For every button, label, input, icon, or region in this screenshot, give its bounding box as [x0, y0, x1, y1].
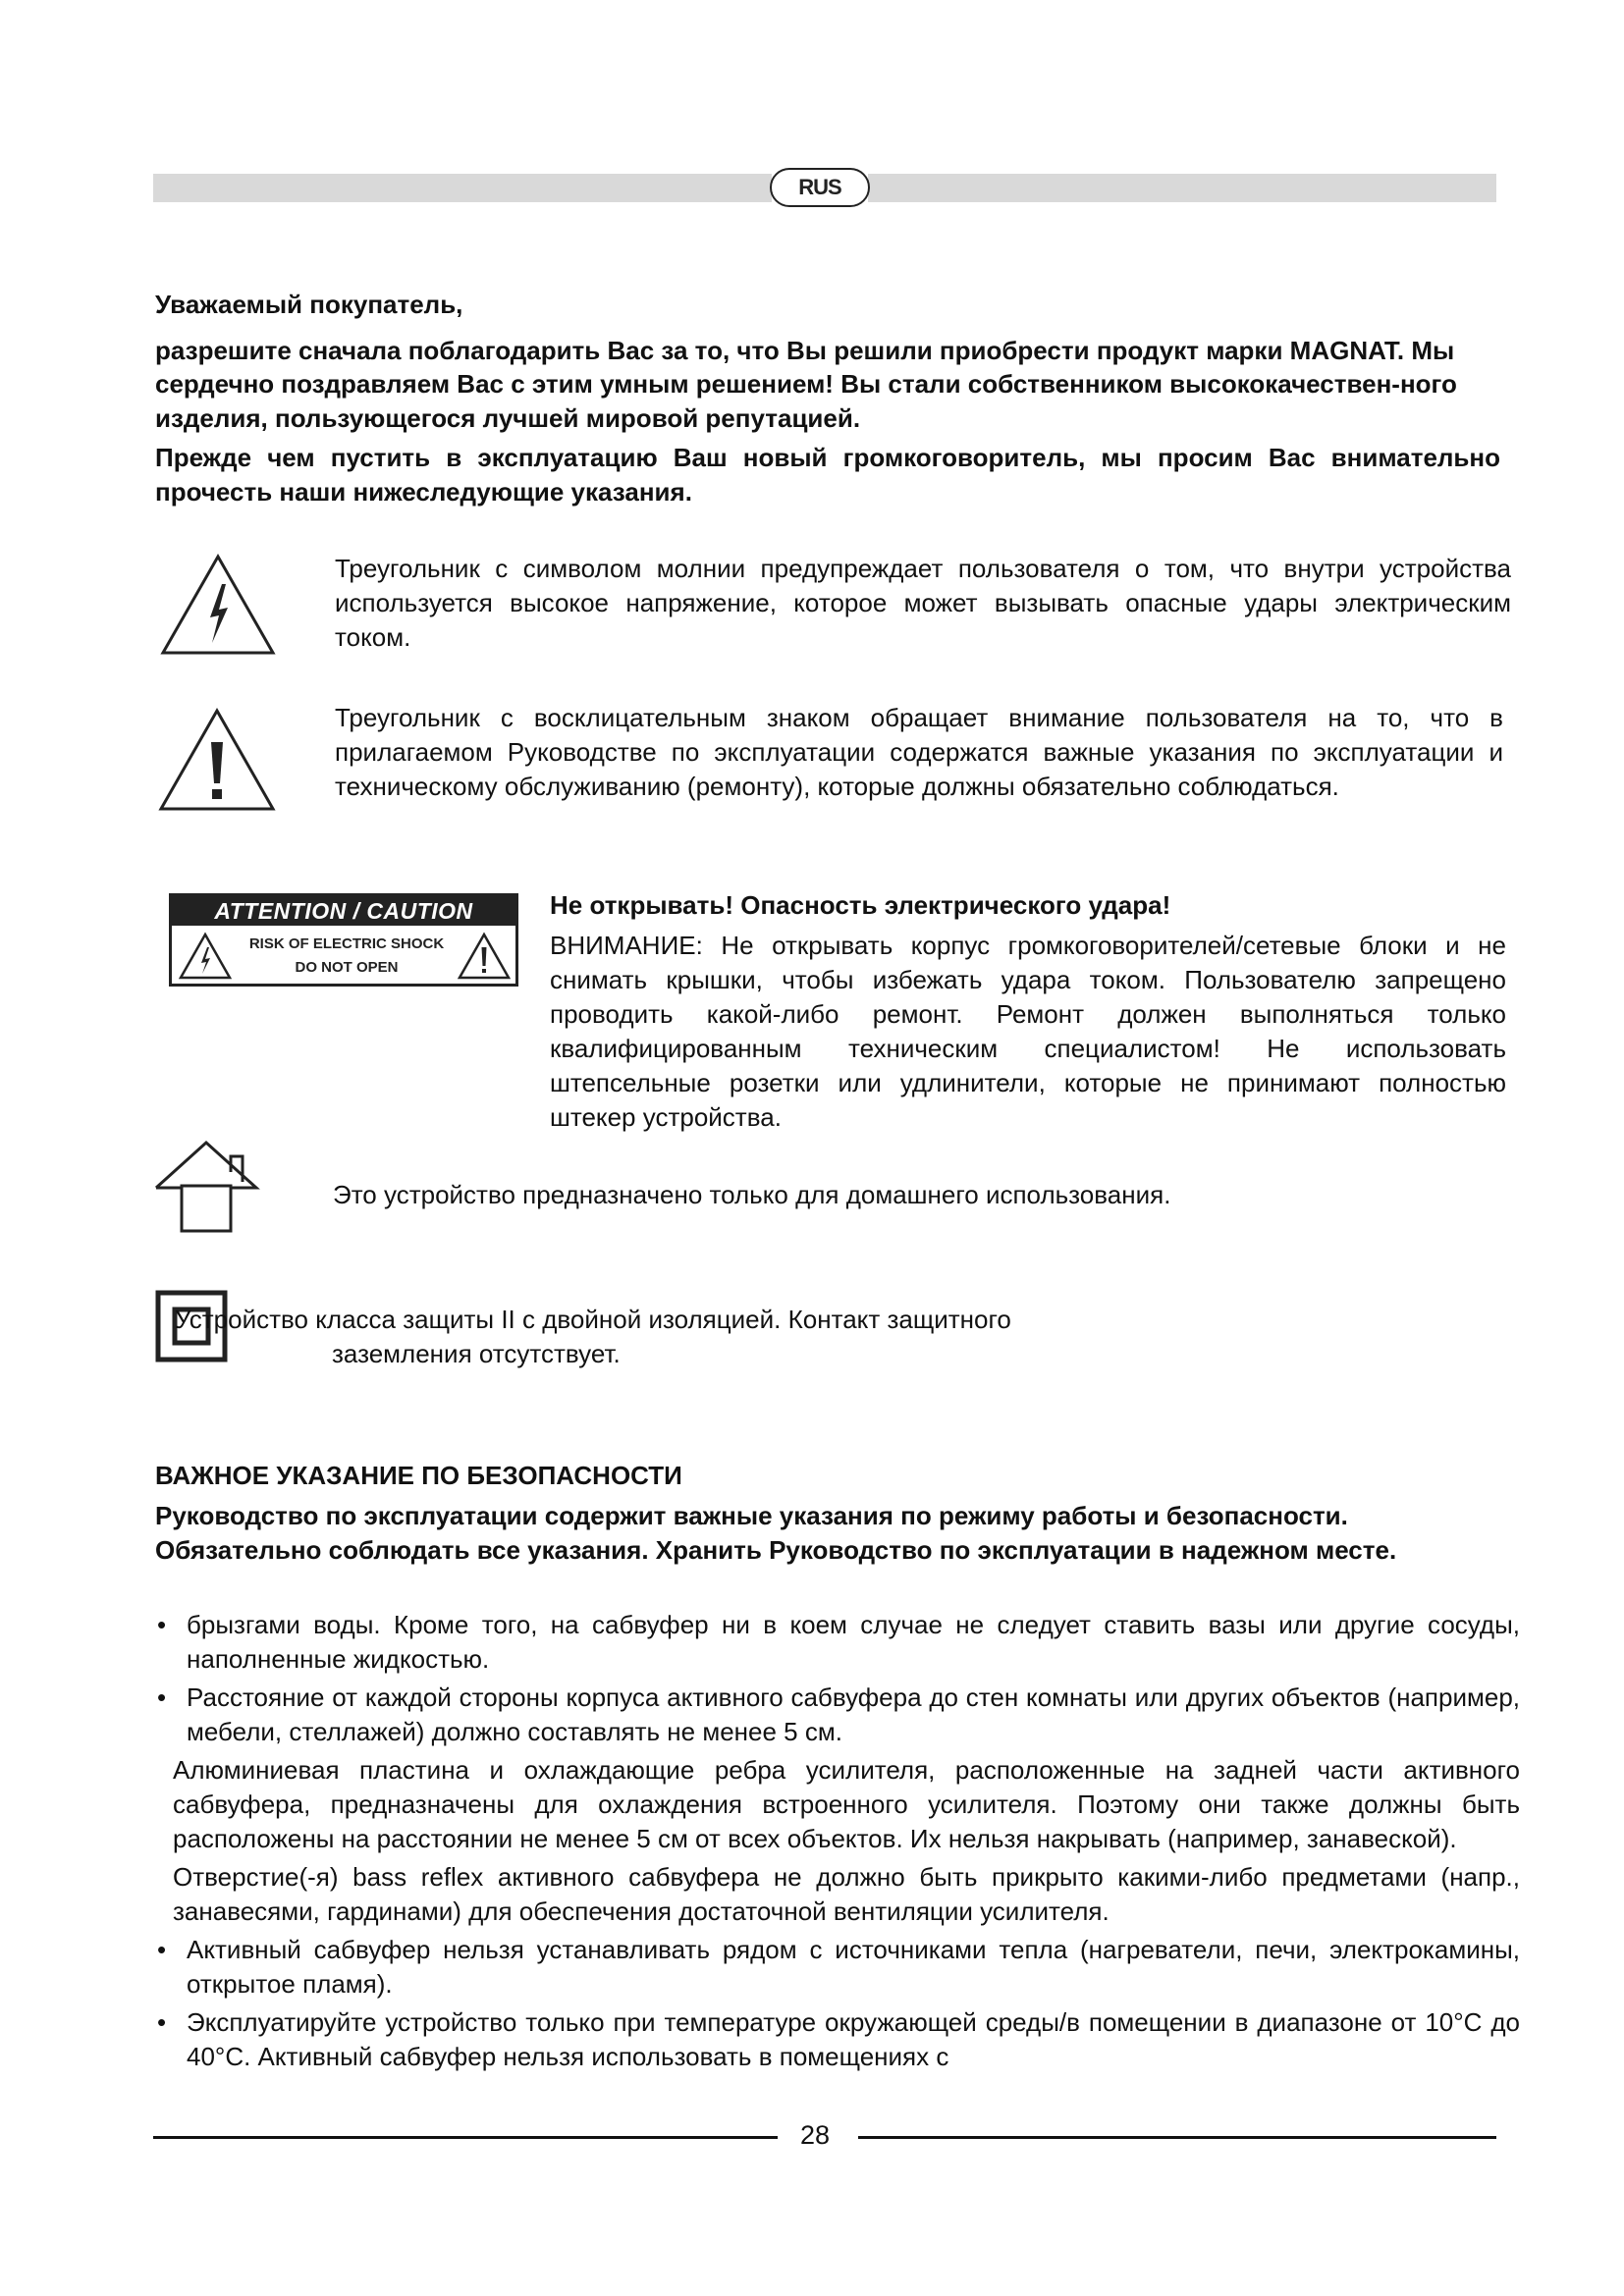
safety-item-4: [155, 1860, 1520, 1929]
intro-paragraph-2: Прежде чем пустить в эксплуатацию Ваш новый громкоговоритель, мы просим Вас внимательно прочесть наши нижеследующие указания.: [155, 443, 1500, 507]
safety-item-3-text: Алюминиевая пластина и охлаждающие ребра усилителя, расположенные на задней части активного сабвуфера, предназначены для охлаждения встроенного усилителя. Поэтому они также должны быть расположены на расстоянии не менее 5 см от всех объектов. Их нельзя накрывать (например, занавеской).: [173, 1755, 1520, 1853]
exclamation-warning-paragraph: Треугольник с восклицательным знаком обращает внимание пользователя на то, что в прилагаемом Руководстве по эксплуатации содержатся важные указания по эксплуатации и техническому обслуживанию (ремонту), которые должны обязательно соблюдаться.: [335, 703, 1503, 801]
home-use-paragraph: Это устройство предназначено только для домашнего использования.: [333, 1180, 1171, 1209]
footer-rule-right: [858, 2136, 1496, 2139]
house-icon: [152, 1139, 260, 1235]
caution-label-image: [169, 893, 518, 987]
lightning-warning-paragraph: Треугольник с символом молнии предупреждает пользователя о том, что внутри устройства используется высокое напряжение, которое может вызывать опасные удары электрическим током.: [335, 554, 1511, 652]
greeting: Уважаемый покупатель,: [155, 290, 463, 319]
safety-item-5-text: Активный сабвуфер нельзя устанавливать рядом с источниками тепла (нагреватели, печи, электрокамины, открытое пламя).: [187, 1935, 1520, 1999]
bullet-2: •: [157, 1682, 167, 1712]
safety-item-3: [155, 1753, 1520, 1856]
caution-label-lightning-icon: [178, 932, 233, 981]
bullet-6: •: [157, 2007, 167, 2037]
exclamation-warning-icon: [157, 707, 277, 813]
class-2-line-2: заземления отсутствует.: [332, 1339, 621, 1368]
header-bar-left: [153, 174, 772, 202]
safety-item-6: [155, 2005, 1520, 2074]
safety-bold-intro: Руководство по эксплуатации содержит важные указания по режиму работы и безопасности. Обязательно соблюдать все указания. Хранить Руководство по эксплуатации в надежном месте.: [155, 1501, 1397, 1565]
caution-label-line-1: RISK OF ELECTRIC SHOCK: [248, 935, 445, 952]
language-badge-text: RUS: [798, 175, 841, 199]
page-number: 28: [799, 2120, 831, 2150]
safety-list: [155, 1608, 1520, 2078]
caution-label-exclamation-icon: [457, 932, 512, 981]
caution-text-block: [550, 888, 1506, 1135]
caution-title: Не открывать! Опасность электрического удара!: [550, 890, 1171, 920]
safety-item-5: [155, 1933, 1520, 2002]
safety-item-4-text: Отверстие(-я) bass reflex активного сабвуфера не должно быть прикрыто какими-либо предметами (напр., занавесями, гардинами) для обеспечения достаточной вентиляции усилителя.: [173, 1862, 1520, 1926]
bullet-5: •: [157, 1935, 167, 1964]
intro-paragraph-1: разрешите сначала поблагодарить Вас за то, что Вы решили приобрести продукт марки MAGNAT. Мы сердечно поздравляем Вас с этим умным решением! Вы стали собственником высококачествен-ного изделия, пользующегося лучшей мировой репутацией.: [155, 335, 1457, 433]
exclamation-warning-text: [335, 701, 1503, 804]
language-badge: [770, 168, 870, 207]
safety-item-1: [155, 1608, 1520, 1677]
safety-item-6-text: Эксплуатируйте устройство только при температуре окружающей среды/в помещении в диапазоне от 10°C до 40°C. Активный сабвуфер нельзя использовать в помещениях с: [187, 2007, 1520, 2071]
intro-block: [155, 288, 1500, 508]
caution-label-header: ATTENTION / CAUTION: [172, 896, 515, 926]
bullet-1: •: [157, 1610, 167, 1639]
safety-heading: ВАЖНОЕ УКАЗАНИЕ ПО БЕЗОПАСНОСТИ: [155, 1461, 682, 1490]
lightning-warning-icon: [159, 553, 277, 657]
caution-paragraph: ВНИМАНИЕ: Не открывать корпус громкоговорителей/сетевые блоки и не снимать крышки, чтобы избежать удара током. Пользователю запрещено проводить какой-либо ремонт. Ремонт должен выполняться только квалифицированным техническим специалистом! Не использовать штепсельные розетки или удлинители, которые не принимают полностью штекер устройства.: [550, 931, 1506, 1132]
header-bar-right: [868, 174, 1496, 202]
safety-item-2: [155, 1681, 1520, 1749]
lightning-warning-text: [335, 552, 1511, 655]
footer-rule-left: [153, 2136, 778, 2139]
safety-item-1-text: брызгами воды. Кроме того, на сабвуфер ни в коем случае не следует ставить вазы или другие сосуды, наполненные жидкостью.: [187, 1610, 1520, 1674]
safety-item-2-text: Расстояние от каждой стороны корпуса активного сабвуфера до стен комнаты или других объектов (например, мебели, стеллажей) должно составлять не менее 5 см.: [187, 1682, 1520, 1746]
class-2-line-1: Устройство класса защиты II с двойной изоляцией. Контакт защитного: [175, 1305, 1011, 1334]
home-use-text: [333, 1178, 1413, 1212]
caution-label-line-2: DO NOT OPEN: [295, 959, 399, 976]
class-2-text: [175, 1303, 1157, 1371]
